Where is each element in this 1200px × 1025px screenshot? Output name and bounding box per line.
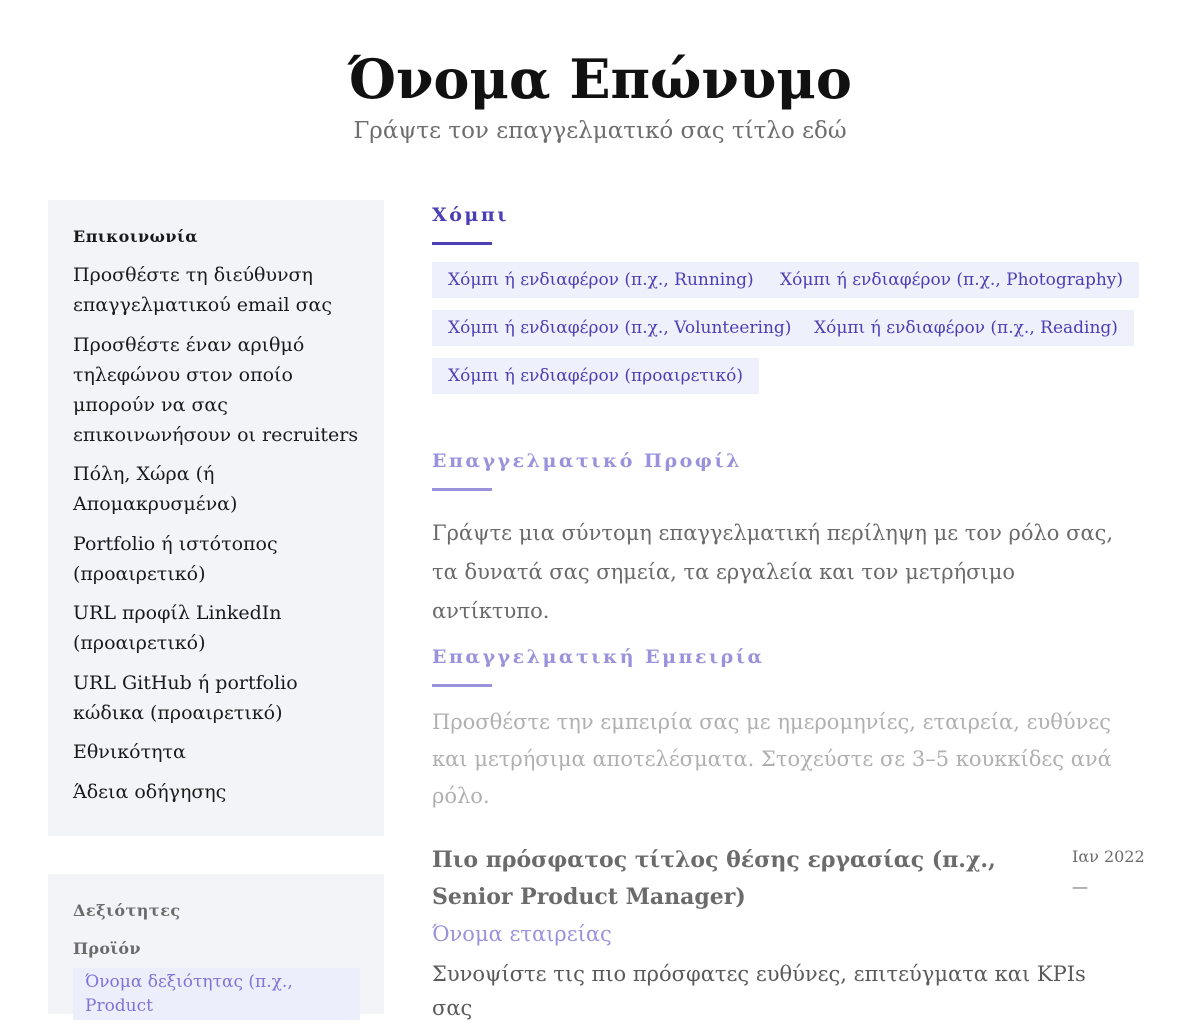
skills-heading: Δεξιότητες bbox=[73, 901, 181, 920]
contact-linkedin: URL προφίλ LinkedIn (προαιρετικό) bbox=[73, 602, 282, 654]
job-title: Πιο πρόσφατος τίτλος θέσης εργασίας (π.χ., Senior Product Manager) bbox=[432, 847, 996, 910]
contact-github: URL GitHub ή portfolio κώδικα (προαιρετικό) bbox=[73, 671, 298, 724]
job-description: Συνοψίστε τις πιο πρόσφατες ευθύνες, επιτεύγματα και KPIs σας bbox=[432, 962, 1086, 1020]
profile-heading: Επαγγελματικό Προφίλ bbox=[432, 450, 742, 472]
professional-title: Γράψτε τον επαγγελματικό σας τίτλο εδώ bbox=[353, 118, 847, 144]
skills-card bbox=[48, 874, 384, 1014]
main-content bbox=[432, 200, 1152, 1020]
skill-chip: Όνομα δεξιότητας (π.χ., Product bbox=[73, 968, 360, 1020]
contact-portfolio: Portfolio ή ιστότοπος (προαιρετικό) bbox=[73, 532, 278, 585]
hobbies-heading: Χόμπι bbox=[432, 204, 509, 226]
skill-group-label: Προϊόν bbox=[73, 939, 141, 958]
hobby-chip: Χόμπι ή ενδιαφέρον (π.χ., Photography) bbox=[764, 262, 1139, 298]
contact-phone: Προσθέστε έναν αριθμό τηλεφώνου στον οποίο μπορούν να σας επικοινωνήσουν οι recruiters bbox=[73, 333, 359, 446]
company-name: Όνομα εταιρείας bbox=[432, 922, 612, 946]
contact-location: Πόλη, Χώρα (ή Απομακρυσμένα) bbox=[73, 463, 238, 515]
hobby-chip: Χόμπι ή ενδιαφέρον (π.χ., Running) bbox=[432, 262, 770, 298]
resume-header bbox=[0, 44, 1200, 148]
hobby-chip: Χόμπι ή ενδιαφέρον (π.χ., Reading) bbox=[798, 310, 1134, 346]
profile-section bbox=[432, 446, 742, 491]
hobby-chip: Χόμπι ή ενδιαφέρον (προαιρετικό) bbox=[432, 358, 759, 394]
experience-heading: Επαγγελματική Εμπειρία bbox=[432, 646, 765, 668]
contact-email: Προσθέστε τη διεύθυνση επαγγελματικού email σας bbox=[73, 264, 333, 316]
hobby-chip: Χόμπι ή ενδιαφέρον (π.χ., Volunteering) bbox=[432, 310, 807, 346]
contact-driving-license: Άδεια οδήγησης bbox=[73, 780, 227, 803]
profile-summary: Γράψτε μια σύντομη επαγγελματική περίληψη με τον ρόλο σας, τα δυνατά σας σημεία, τα εργαλεία και τον μετρήσιμο αντίκτυπο. bbox=[432, 521, 1114, 623]
hobbies-section bbox=[432, 200, 1152, 245]
job-date: Ιαν 2022 — bbox=[1072, 847, 1145, 896]
contact-card bbox=[48, 200, 384, 836]
contact-heading: Επικοινωνία bbox=[73, 227, 199, 246]
contact-nationality: Εθνικότητα bbox=[73, 741, 186, 763]
hobbies-underline bbox=[432, 242, 492, 245]
full-name: Όνομα Επώνυμο bbox=[348, 47, 852, 111]
profile-underline bbox=[432, 488, 492, 491]
experience-hint: Προσθέστε την εμπειρία σας με ημερομηνίες, εταιρεία, ευθύνες και μετρήσιμα αποτελέσματα. Στοχεύστε σε 3–5 κουκκίδες ανά ρόλο. bbox=[432, 710, 1112, 808]
experience-underline bbox=[432, 684, 492, 687]
experience-section bbox=[432, 642, 765, 687]
